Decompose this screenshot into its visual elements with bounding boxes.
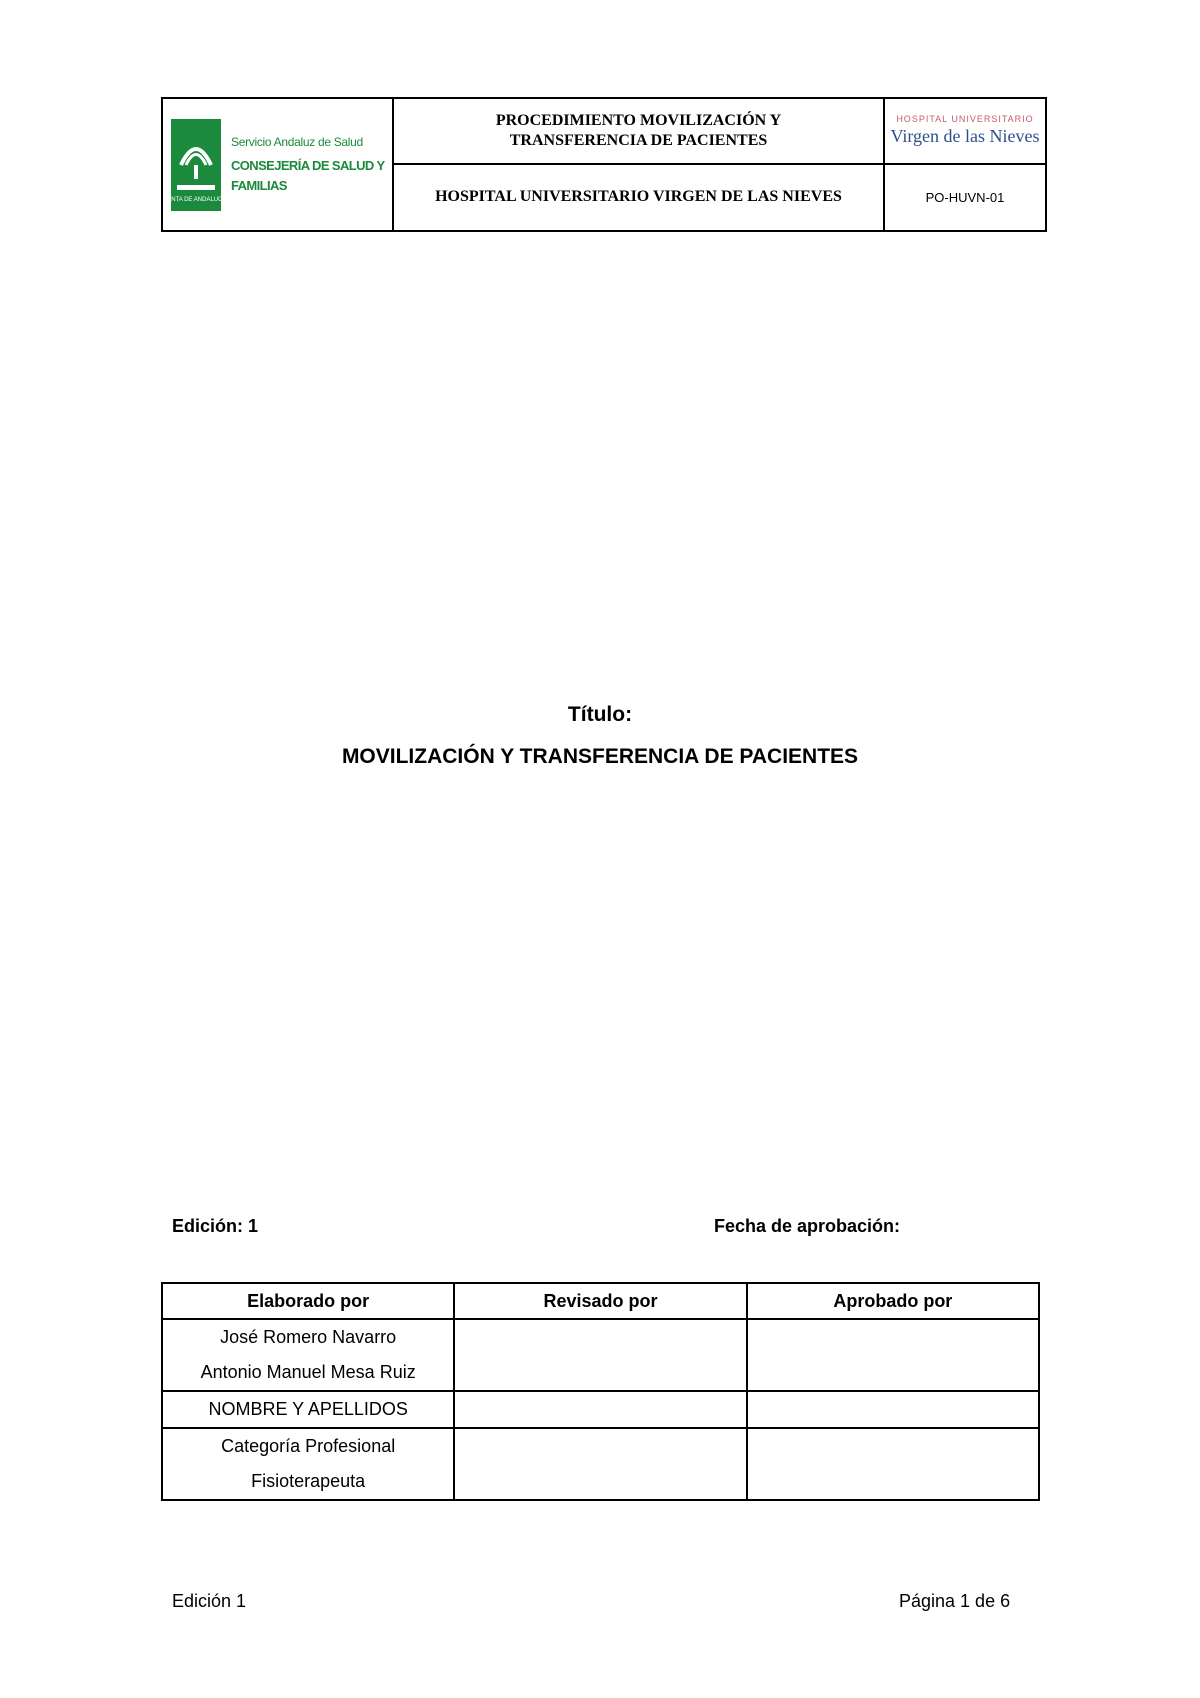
table-row <box>162 1428 1039 1500</box>
name-row-label: NOMBRE Y APELLIDOS <box>162 1391 454 1428</box>
category-cell <box>162 1428 454 1500</box>
col-header-elaborado: Elaborado por <box>162 1283 454 1319</box>
hospital-name: HOSPITAL UNIVERSITARIO VIRGEN DE LAS NIEVES <box>394 165 885 231</box>
empty-cell <box>454 1391 746 1428</box>
category-value: Fisioterapeuta <box>251 1471 366 1491</box>
document-header <box>161 97 1047 232</box>
title-label: Título: <box>567 703 633 726</box>
footer-edition: Edición 1 <box>172 1591 247 1611</box>
consejeria-label: CONSEJERÍA DE SALUD Y FAMILIAS <box>231 157 385 193</box>
hospital-logo <box>885 99 1045 165</box>
authors-cell <box>162 1319 454 1391</box>
empty-cell <box>454 1428 746 1500</box>
junta-emblem <box>163 119 229 211</box>
hospital-logo-top: HOSPITAL UNIVERSITARIO <box>896 114 1034 125</box>
document-code: PO-HUVN-01 <box>925 189 1005 205</box>
col-header-revisado: Revisado por <box>454 1283 746 1319</box>
hospital-logo-name: Virgen de las Nieves <box>890 126 1040 147</box>
edition-label: Edición: 1 <box>172 1216 259 1236</box>
empty-cell <box>747 1428 1039 1500</box>
approval-table <box>161 1282 1040 1501</box>
procedure-title: PROCEDIMIENTO MOVILIZACIÓN Y TRANSFERENCIA DE PACIENTES <box>394 99 885 165</box>
table-header-row <box>162 1283 1039 1319</box>
empty-cell <box>747 1391 1039 1428</box>
category-label: Categoría Profesional <box>221 1436 396 1456</box>
document-title: MOVILIZACIÓN Y TRANSFERENCIA DE PACIENTES <box>341 745 859 768</box>
junta-logo <box>163 99 394 230</box>
page-number: Página 1 de 6 <box>899 1591 1011 1611</box>
sas-label: Servicio Andaluz de Salud <box>231 134 363 149</box>
col-header-aprobado: Aprobado por <box>747 1283 1039 1319</box>
table-row <box>162 1391 1039 1428</box>
author-name: Antonio Manuel Mesa Ruiz <box>200 1362 416 1382</box>
table-row <box>162 1319 1039 1391</box>
empty-cell <box>454 1319 746 1391</box>
junta-mark-caption: JUNTA DE ANDALUCIA <box>163 196 229 203</box>
junta-logo-text <box>231 134 392 196</box>
empty-cell <box>747 1319 1039 1391</box>
approval-date-label: Fecha de aprobación: <box>714 1216 901 1236</box>
author-name: José Romero Navarro <box>220 1327 397 1347</box>
junta-arch-icon <box>163 119 229 211</box>
